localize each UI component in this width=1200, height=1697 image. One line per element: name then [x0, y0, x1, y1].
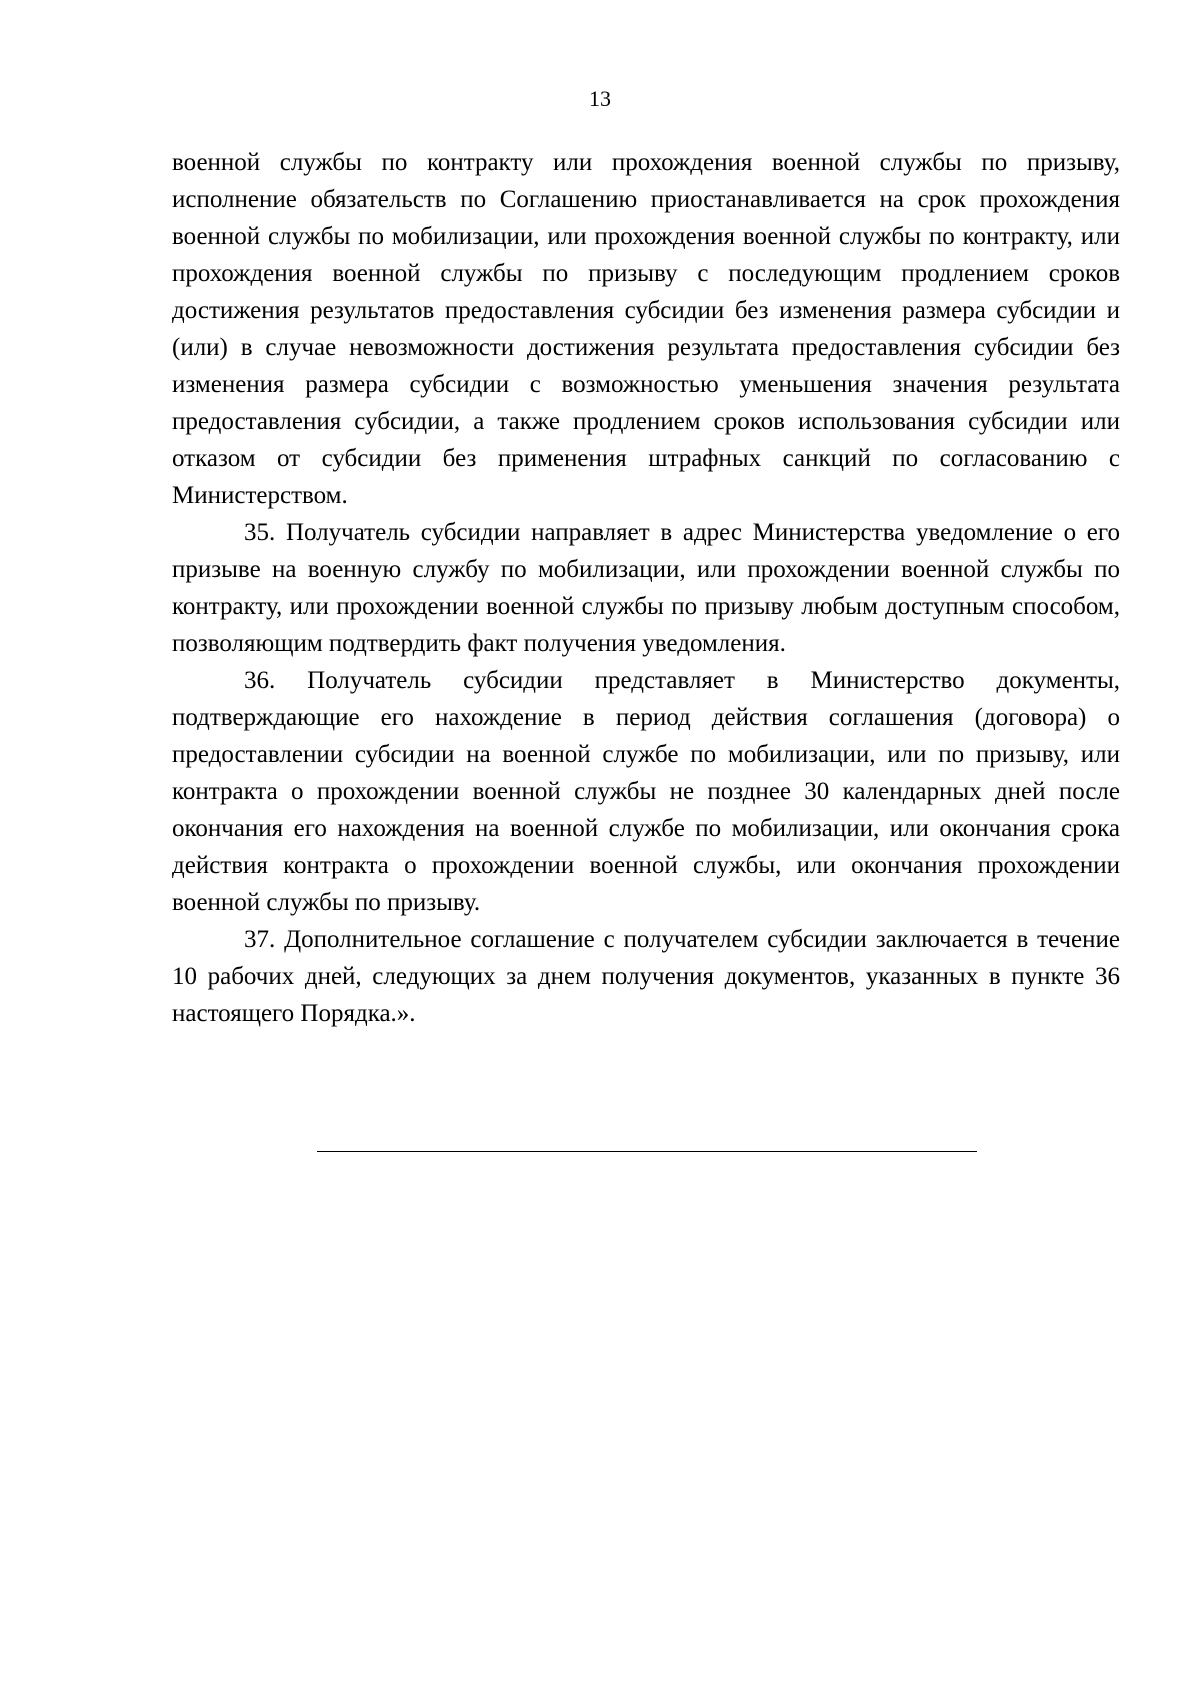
- paragraph-continuation: военной службы по контракту или прохождения военной службы по призыву, исполнение обязательств по Соглашению приостанавливается на срок прохождения военной службы по мобилизации, или прохождения военной службы по контракту, или прохождения военной службы по призыву с последующим продлением сроков достижения результатов предоставления субсидии без изменения размера субсидии и (или) в случае невозможности достижения результата предоставления субсидии без изменения размера субсидии с возможностью уменьшения значения результата предоставления субсидии, а также продлением сроков использования субсидии или отказом от субсидии без применения штрафных санкций по согласованию с Министерством.: [172, 149, 1120, 509]
- document-body: [172, 144, 1120, 1032]
- paragraph-35: 35. Получатель субсидии направляет в адрес Министерства уведомление о его призыве на военную службу по мобилизации, или прохождении военной службы по контракту, или прохождении военной службы по призыву любым доступным способом, позволяющим подтвердить факт получения уведомления.: [172, 519, 1120, 657]
- page-number: 13: [589, 86, 611, 111]
- end-separator-line: [317, 1151, 977, 1152]
- paragraph-37: 37. Дополнительное соглашение с получателем субсидии заключается в течение 10 рабочих дней, следующих за днем получения документов, указанных в пункте 36 настоящего Порядка.».: [172, 926, 1120, 1027]
- paragraph-36: 36. Получатель субсидии представляет в Министерство документы, подтверждающие его нахождение в период действия соглашения (договора) о предоставлении субсидии на военной службе по мобилизации, или по призыву, или контракта о прохождении военной службы не позднее 30 календарных дней после окончания его нахождения на военной службе по мобилизации, или окончания срока действия контракта о прохождении военной службы, или окончания прохождении военной службы по призыву.: [172, 667, 1120, 916]
